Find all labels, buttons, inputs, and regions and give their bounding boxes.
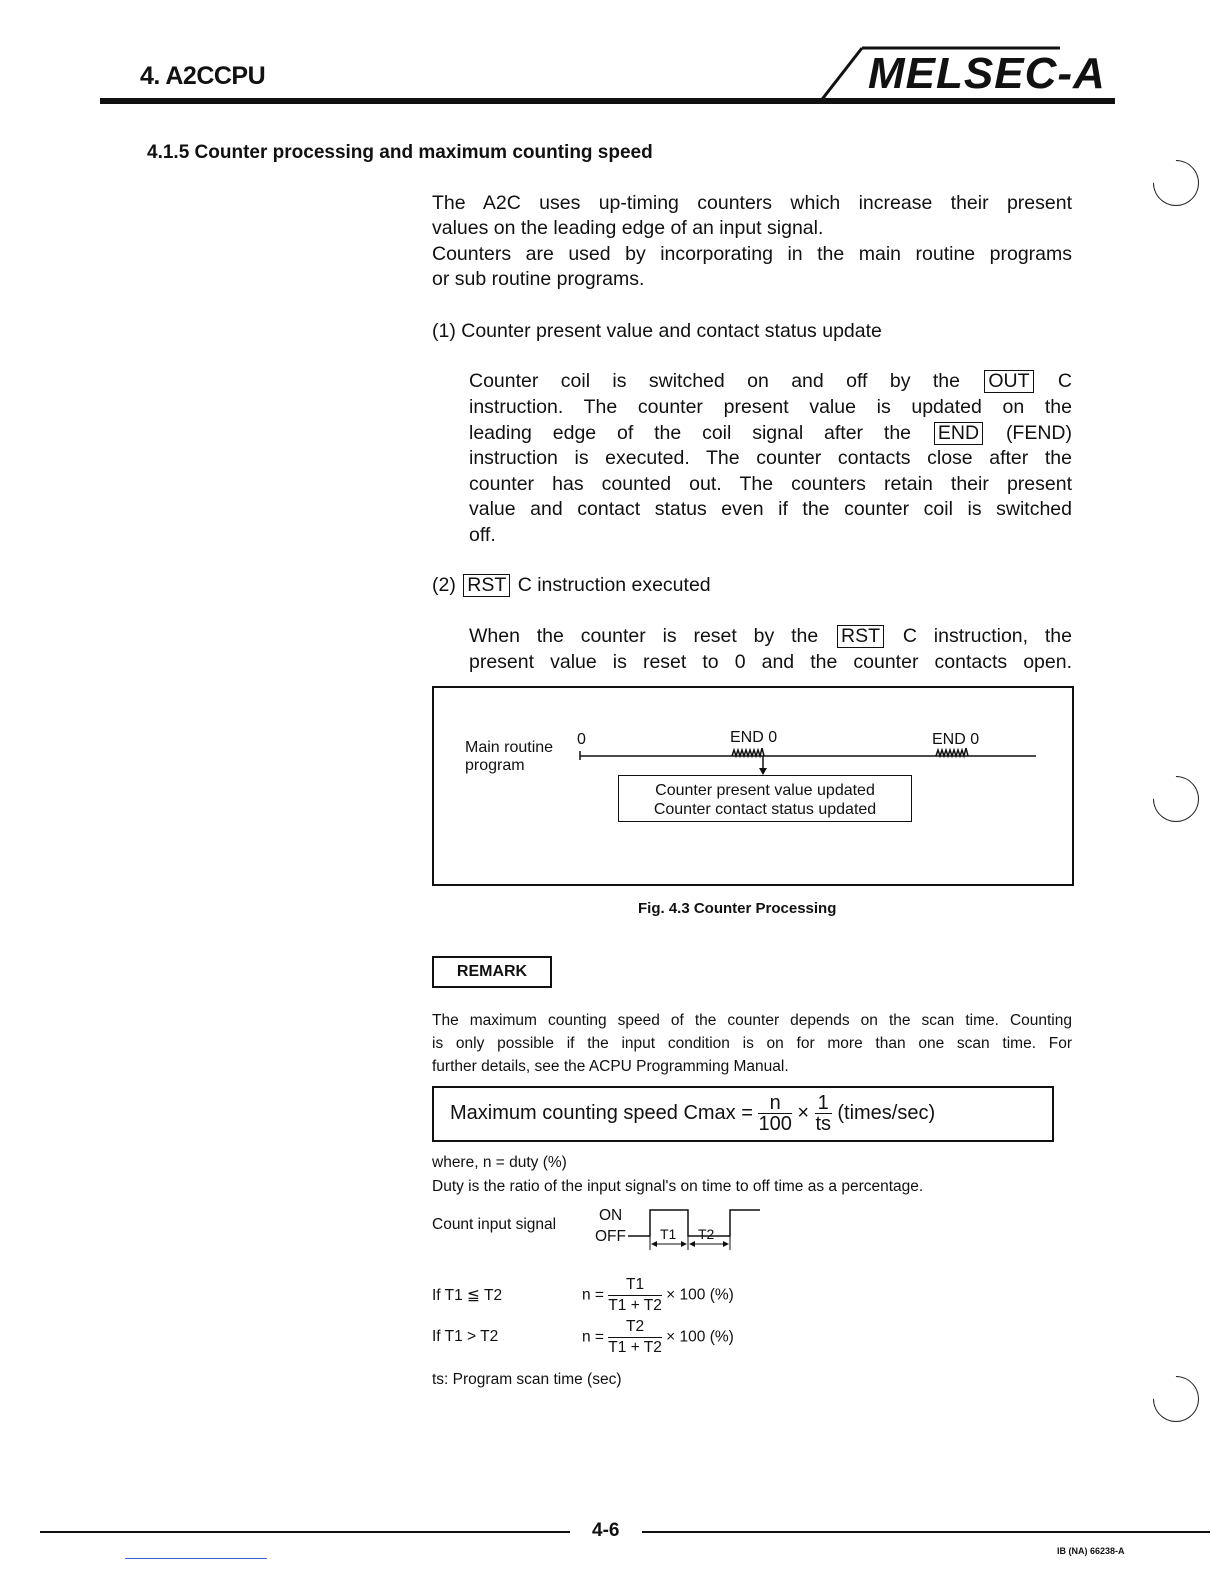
document-code: IB (NA) 66238-A — [1057, 1546, 1125, 1556]
item1-line-3-text: leading edge of the coil signal after the — [469, 422, 912, 444]
item1-line-2: instruction. The counter present value is updated on the — [469, 396, 1072, 418]
remark-label: REMARK — [432, 956, 552, 988]
fraction-numerator: T2 — [608, 1317, 662, 1338]
item1-line-3 — [469, 421, 1072, 447]
rst-instruction-key: RST — [837, 625, 884, 648]
item1-line-1 — [469, 369, 1072, 395]
item1-line-7: off. — [469, 524, 496, 546]
update-note-line-1: Counter present value updated — [655, 782, 875, 799]
item2-line-2: present value is reset to 0 and the counter contacts open. — [469, 651, 1072, 673]
item2-line-1 — [469, 624, 1072, 650]
footer-rule-left — [40, 1531, 570, 1533]
diagram-label-line-1: Main routine — [465, 739, 554, 756]
signal-label: Count input signal — [432, 1216, 557, 1233]
start-zero-label: 0 — [577, 731, 586, 748]
ratio-fraction — [608, 1317, 662, 1358]
t2-label: T2 — [698, 1226, 715, 1242]
punch-hole-icon — [1143, 766, 1208, 831]
duty-definition: where, n = duty (%) — [432, 1154, 567, 1171]
footer-link-rule — [125, 1558, 267, 1559]
n-equals: n = — [582, 1328, 604, 1346]
formula-lhs: Maximum counting speed Cmax = — [450, 1102, 753, 1124]
brand-logo — [820, 46, 1120, 104]
intro-line-2: values on the leading edge of an input signal. — [432, 217, 824, 239]
update-note-line-2: Counter contact status updated — [653, 801, 877, 818]
counter-device: C — [1057, 370, 1072, 392]
n-equals: n = — [582, 1286, 604, 1304]
remark-line-3: further details, see the ACPU Programming Manual. — [432, 1058, 789, 1075]
on-label: ON — [599, 1207, 623, 1224]
multiplier: × 100 (%) — [666, 1286, 734, 1304]
diagram-label-line-2: program — [465, 757, 525, 774]
formula-box — [432, 1086, 1054, 1142]
condition-1: If T1 ≦ T2 — [432, 1287, 503, 1304]
rst-instruction-key: RST — [463, 574, 510, 597]
counter-processing-diagram — [432, 686, 1074, 886]
item2-heading — [432, 573, 711, 599]
duty-explanation: Duty is the ratio of the input signal's on time to off time as a percentage. — [432, 1178, 924, 1195]
out-instruction-key: OUT — [984, 370, 1033, 393]
item2-number: (2) — [432, 574, 456, 596]
end-instruction-key: END — [934, 422, 983, 445]
condition-2: If T1 > T2 — [432, 1328, 499, 1345]
item1-line-6: value and contact status even if the counter coil is switched — [469, 498, 1072, 520]
brand-name: MELSEC-A — [868, 49, 1106, 98]
duty-formula-2 — [582, 1317, 734, 1358]
fraction-denominator: 100 — [758, 1113, 792, 1135]
ratio-fraction — [608, 1275, 662, 1316]
item1-line-5: counter has counted out. The counters retain their present — [469, 473, 1072, 495]
item2-line-1-tail: instruction, the — [933, 625, 1072, 647]
punch-hole-icon — [1143, 1366, 1208, 1431]
scan-time-definition: ts: Program scan time (sec) — [432, 1371, 622, 1388]
fraction-numerator: n — [758, 1093, 791, 1114]
intro-line-4: or sub routine programs. — [432, 268, 645, 290]
item2-line-1-text: When the counter is reset by the — [469, 625, 819, 647]
remark-line-1: The maximum counting speed of the counter depends on the scan time. Counting — [432, 1012, 1072, 1029]
off-label: OFF — [595, 1228, 626, 1245]
page-number: 4-6 — [592, 1520, 620, 1541]
item1-line-4: instruction is executed. The counter contacts close after the — [469, 447, 1072, 469]
figure-caption: Fig. 4.3 Counter Processing — [638, 900, 837, 917]
item1-heading: (1) Counter present value and contact status update — [432, 320, 882, 342]
fraction-numerator: 1 — [815, 1093, 832, 1114]
fraction-denominator: T1 + T2 — [608, 1297, 662, 1314]
counter-device: C — [902, 625, 917, 647]
end-label-2: END 0 — [932, 731, 980, 748]
times-sign: × — [797, 1102, 810, 1124]
end-label-1: END 0 — [730, 729, 778, 746]
section-title: 4.1.5 Counter processing and maximum counting speed — [147, 142, 653, 163]
intro-line-1: The A2C uses up-timing counters which increase their present — [432, 192, 1072, 214]
fraction-numerator: T1 — [608, 1275, 662, 1296]
fraction-duty — [758, 1093, 791, 1134]
remark-text — [432, 1009, 1072, 1078]
formula — [450, 1093, 935, 1134]
footer-rule-right — [642, 1531, 1210, 1533]
fend-label: (FEND) — [1005, 422, 1073, 444]
punch-hole-icon — [1143, 150, 1208, 215]
item1-line-1-text: Counter coil is switched on and off by the — [469, 370, 960, 392]
fraction-denominator: T1 + T2 — [608, 1339, 662, 1356]
duty-formula-1 — [582, 1275, 734, 1316]
counter-device: C — [517, 574, 532, 596]
chapter-heading: 4. A2CCPU — [140, 62, 266, 90]
pulse-waveform — [620, 1204, 765, 1254]
fraction-scan — [815, 1093, 832, 1134]
fraction-denominator: ts — [815, 1113, 832, 1135]
update-note-box — [618, 775, 912, 822]
t1-label: T1 — [660, 1226, 677, 1242]
intro-line-3: Counters are used by incorporating in the main routine programs — [432, 243, 1072, 265]
item2-heading-text: instruction executed — [537, 574, 711, 596]
remark-line-2: is only possible if the input condition is on for more than one scan time. For — [432, 1035, 1072, 1052]
multiplier: × 100 (%) — [666, 1328, 734, 1346]
formula-unit: (times/sec) — [837, 1102, 936, 1124]
